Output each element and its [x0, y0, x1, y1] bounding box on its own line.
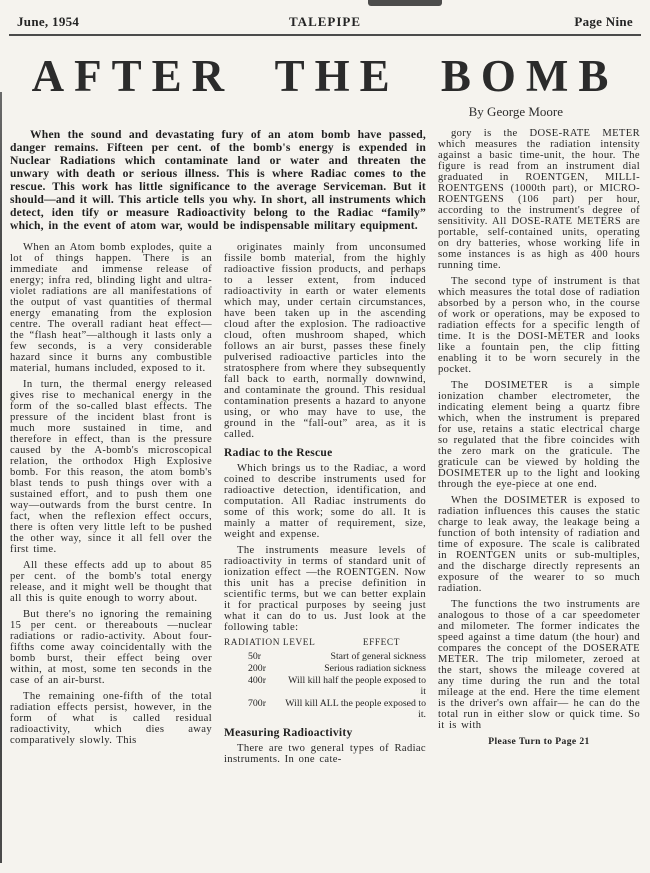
- paragraph: But there's no ignoring the remaining 15 per cent. or thereabouts —nuclear radiations or radio-activity. About four-fifths come away coincidentally with the bomb burst, their effect being over within, at most, some ten seconds in the case of an air-burst.: [10, 609, 212, 686]
- radiation-level-value: 400r: [248, 675, 266, 686]
- article-title: AFTER THE BOMB: [31, 51, 619, 101]
- paragraph: The functions the two instruments are analogous to those of a car speedometer and milometer. The former indicates the speed against a time datum (the hour) and compares the concept of the DOSERATE METER. The trip milometer, zeroed at the start, shows the mileage covered at any time during the run and the total mileage at the end. Here the time element is the driver's own affair— he can do the total run in either slow or quick time. So it is with: [438, 599, 640, 731]
- paragraph: Which brings us to the Radiac, a word coined to describe instruments used for radioactive detection, identification, and computation. All Radiac instruments do some of this work; some do all. It is mainly a matter of requirement, size, weight and expense.: [224, 463, 426, 540]
- masthead-title: TALEPIPE: [288, 14, 362, 29]
- byline: By George Moore: [468, 104, 563, 119]
- continuation-note: Please Turn to Page 21: [488, 736, 590, 747]
- table-header-radiation-level: RADIATION LEVEL: [224, 638, 316, 648]
- paragraph: In turn, the thermal energy released gives rise to mechanical energy in the form of the so-called blast effects. The pressure of the incident blast front is much more sustained in time, and therefore in effect, than is the pressure caused by the A-bomb's microscopical relation, the orthodox High Explosive bomb. For this reason, the atom bomb's blast tends to push things over with a sustained effort, and to push them one way—outwards from the burst centre. In fact, when the reflexion effect occurs, there is often very little left to be pushed the other way, since it all fell over the first time.: [10, 379, 212, 555]
- intro-paragraph: When the sound and devastating fury of an atom bomb have passed, danger remains. Fifteen per cent. of the bomb's energy is expended in Nuclear Radiations which contaminate land or water and threaten the unwary with death or serious illness. This is where Radiac comes to the rescue. This work has little significance to the average Serviceman. But it should—and it will. This article tells you why. In short, all instruments which detect, iden tify or measure Radioactivity belong to the Radiac “family” which, in the event of atom war, would be indispensable military equipment.: [10, 128, 426, 232]
- table-row: [224, 698, 426, 720]
- article-body: [9, 126, 641, 770]
- radiation-level-value: 700r: [248, 698, 266, 709]
- page-edge-artifact: [0, 92, 2, 863]
- paragraph: originates mainly from unconsumed fissile bomb material, from the highly radioactive fission products, and perhaps to a lesser extent, from induced radioactivity in earth or water elements which may, under certain circumstances, have been taken up in the ascending cloud after the explosion. The radioactive cloud, often mushroom shaped, which follows an air burst, passes these finely pulverised radioactive particles into the stratosphere from where they subsequently fall back to earth, normally downwind, and contaminate the ground. This residual contamination presents a hazard to anyone using, or who may have to use, the ground in the “fall-out” area, as it is called.: [224, 242, 426, 440]
- paragraph: All these effects add up to about 85 per cent. of the bomb's total energy release, and it might well be thought that all this is quite enough to worry about.: [10, 560, 212, 604]
- page-header: [9, 0, 641, 36]
- paragraph: The instruments measure levels of radioactivity in terms of standard unit of ionization effect —the ROENTGEN. Now this unit has a precise definition in scientific terms, but we can better explain it for practical purposes by seeing just what it can do to us. Just look at the following table:: [224, 545, 426, 633]
- paragraph: There are two general types of Radiac instruments. In one cate-: [224, 743, 426, 765]
- paragraph: gory is the DOSE-RATE METER which measures the radiation intensity against a basic time-unit, the hour. The figure is read from an instrument dial graduated in ROENTGEN, MILLI-ROENTGENS (1000th part), or MICRO-ROENTGENS (106 part) per hour, according to the instrument's degree of sensitivity. All DOSE-RATE METERS are portable, self-contained units, operating on dry batteries, whose working life in some instances is as high as 400 hours running time.: [438, 128, 640, 271]
- radiation-level-table: [224, 638, 426, 720]
- radiation-level-value: 50r: [248, 651, 262, 662]
- paragraph: The second type of instrument is that which measures the total dose of radiation absorbed by a person who, in the course of work or operations, may be exposed to radiation effects for a specific length of time. It is the DOSI-METER and looks like a fountain pen, the clip fitting enabling it to be worn securely in the pocket.: [438, 276, 640, 375]
- table-row: [224, 651, 426, 662]
- column-right: [438, 128, 640, 770]
- radiation-effect-value: Start of general sickness: [330, 651, 426, 662]
- paragraph: When an Atom bomb explodes, quite a lot of things happen. There is an immediate and immense release of energy; infra red, blinding light and ultra-violet radiations are all manifestations of the output of vast quantities of thermal energy emanating from the explosion centre. The overall radiant heat effect—the “flash heat”—although it lasts only a few seconds, is a very considerable hazard since it burns any combustible material, humans included, exposed to it.: [10, 242, 212, 374]
- subheading-measuring-radioactivity: Measuring Radioactivity: [224, 727, 353, 739]
- left-column-group: [10, 128, 426, 770]
- page-number: Page Nine: [574, 14, 633, 29]
- table-row: [224, 675, 426, 697]
- issue-date: June, 1954: [17, 14, 80, 29]
- subheading-radiac-to-the-rescue: Radiac to the Rescue: [224, 447, 333, 459]
- column-middle: [224, 242, 426, 770]
- paragraph: The DOSIMETER is a simple ionization chamber electrometer, the indicating element being a quartz fibre which, when the instrument is prepared for use, retains a static electrical charge so regulated that the fibre coincides with the zero mark on the graticule. The graticule can be viewed by holding the DOSIMETER up to the light and looking through the eye-piece at one end.: [438, 380, 640, 490]
- radiation-effect-value: Serious radiation sickness: [324, 663, 426, 674]
- table-row: [224, 663, 426, 674]
- radiation-effect-value: Will kill ALL the people exposed to it.: [285, 698, 426, 720]
- column-left: [10, 242, 212, 770]
- paragraph: The remaining one-fifth of the total radiation effects persist, however, in the form of what is called residual radioactivity, which dies away comparatively slowly. This: [10, 691, 212, 746]
- paragraph: When the DOSIMETER is exposed to radiation influences this causes the static charge to leak away, the leakage being a function of both intensity of radiation and time of exposure. The scale is calibrated in ROENTGEN units or sub-multiples, and the discharge directly represents an exposure of the wearer to so much radiation.: [438, 495, 640, 594]
- radiation-effect-value: Will kill half the people exposed to it: [288, 675, 426, 697]
- radiation-level-value: 200r: [248, 663, 266, 674]
- print-smudge-artifact: [368, 0, 442, 6]
- table-header-effect: EFFECT: [362, 638, 400, 648]
